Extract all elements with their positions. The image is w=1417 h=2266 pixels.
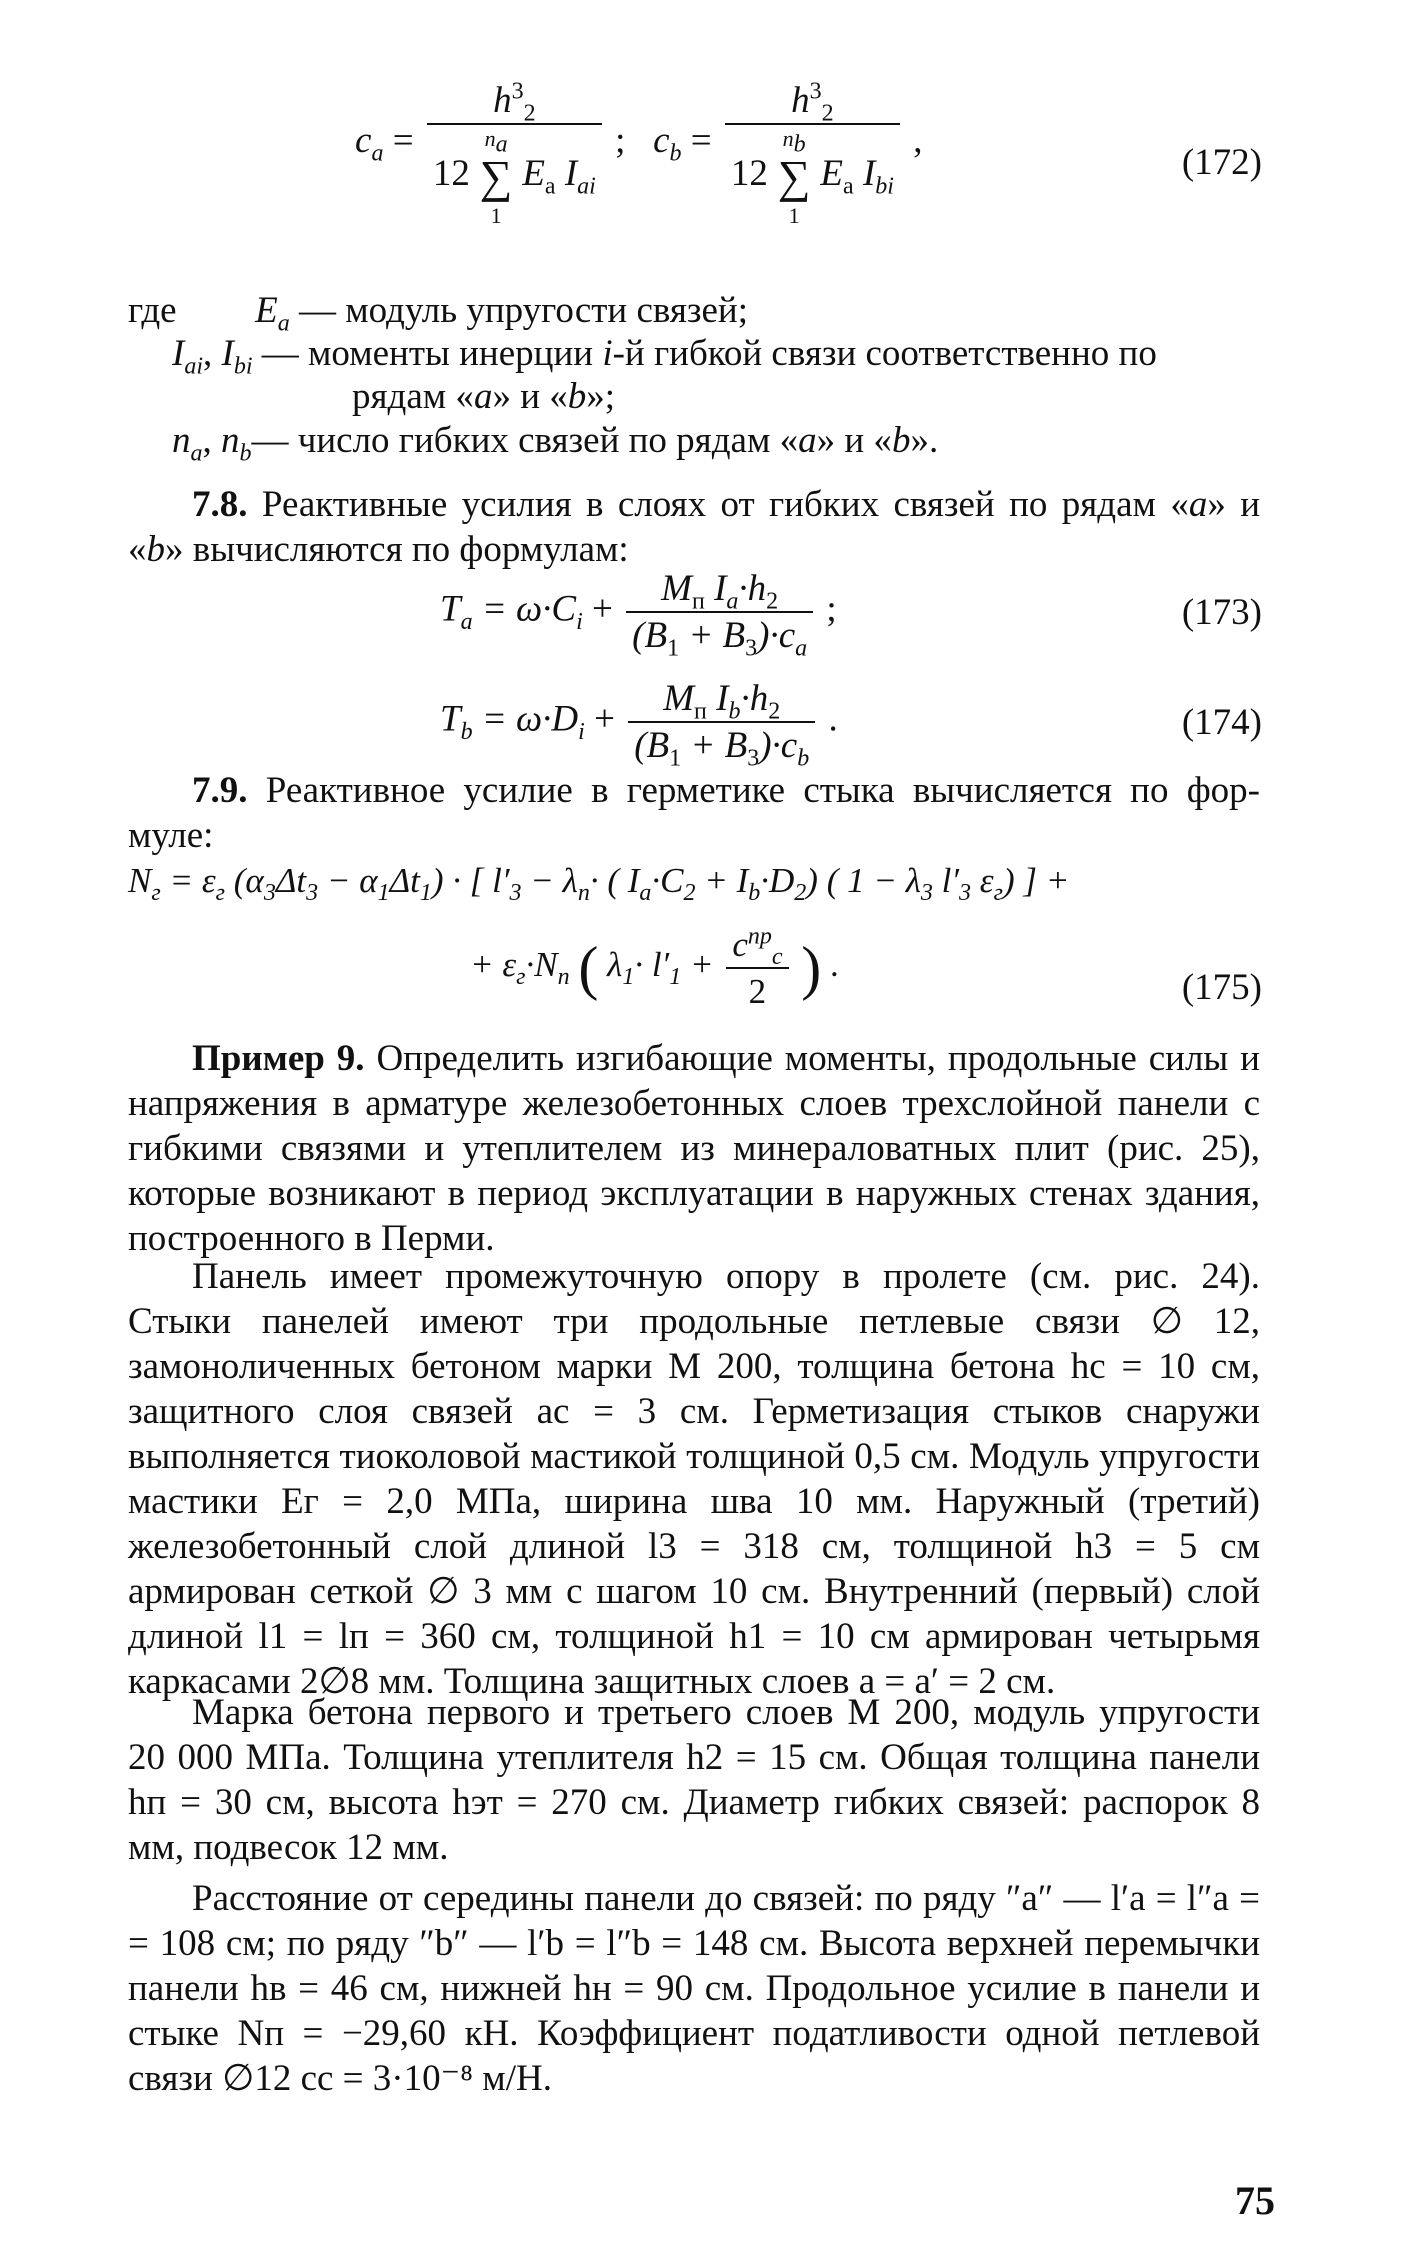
eq175-d-sub: 3 [306,880,319,906]
eq172-num-a-sub: 2 [523,100,536,127]
def-lead: где [128,290,177,331]
eq174-num-h-sub: 2 [768,698,781,725]
eq172-lhs-b-sub: b [669,140,682,167]
eq174-fraction [628,676,815,772]
eq173-den-sub2: 3 [745,635,758,662]
def2-symbol: I [172,333,185,374]
eq174-plus: + [584,698,615,740]
eq172-num-b-sub: 2 [821,100,834,127]
eq175-l2-b-sub: п [557,964,570,991]
p79-text2: муле: [128,815,214,856]
p78-b: b [146,529,165,570]
eq174-den-sub2: 3 [747,745,760,772]
def1-symbol-sub: a [277,310,290,337]
equation-number-175: (175) [1181,967,1262,1008]
eq175-f: Δt [389,861,420,900]
def4-a: a [798,420,817,461]
eq172-frac-b [725,78,900,229]
definition-row-4: $n_a$, $n_b—$ число гибких связей по рядам «a» и «b». [172,420,939,467]
eq175-frac-c: c [732,925,748,964]
def2-symbol2-sub: bi [233,353,253,380]
def1-text: — модуль упругости связей; [289,290,749,331]
eq174-num-I: I [706,678,729,719]
eq175-l2-c: λ [607,945,623,985]
equation-number-174: (174) [1181,702,1262,743]
def4-mid: » и « [816,420,892,461]
eq175-c: (α [225,861,264,900]
eq173-rhs-sub: i [576,608,583,635]
eq172-sum-top-b: n [782,126,794,152]
eq175-frac-den: 2 [726,967,788,1014]
eq175-k-sub: b [748,880,761,906]
eq172-den-coef-b: 12 [730,153,768,194]
eq175-p: ) ] + [1002,861,1070,900]
definition-row-1 [128,288,749,337]
eq174-num-I-sub: b [728,698,741,725]
eq172-den-I-a-sub: ai [577,173,596,200]
eq174-den-sub1: 1 [669,745,682,772]
eq175-b: = ε [160,861,216,900]
eq172-sum-top-b-sub: b [793,131,806,158]
eq175-m-sub: 3 [920,880,933,906]
eq175-l2-d-sub: 1 [669,964,682,991]
eq172-sum-top-a-sub: a [495,131,508,158]
eq175-h-sub: п [577,880,590,906]
p78-number: 7.8. [192,484,248,525]
def2-text: — моменты инерции [252,333,603,374]
eq172-sum-top-a: n [484,126,496,152]
eq175-h: − λ [521,861,578,900]
def3-b: b [567,376,587,417]
eq172-den-E-a-sub: a [544,173,556,200]
equation-173 [440,566,837,662]
eq174-den-mid: + B [681,725,748,766]
eq173-plus: + [582,588,613,630]
eq175-k: + I [695,861,749,900]
eq175-o: ε [971,861,994,900]
eq172-den-I-b: I [862,153,876,194]
eq175-b-sub: г [215,880,226,906]
definition-row-2: $I_{ai}$, $I_{bi}$ — моменты инерции i-й гибкой связи соответственно по [172,333,1157,380]
def4-end: ». [910,420,939,461]
equation-number-172: (172) [1181,142,1262,183]
eq175-l2-a-sub: г [516,964,526,991]
eq174-num-h: ·h [740,678,769,719]
eq172-num-b: h [791,80,810,121]
def4-symbol2: n [221,420,240,461]
def3-end: »; [586,376,616,417]
def2-symbol-sub: ai [184,353,203,380]
def4-symbol2-sub: b [239,440,252,467]
eq174-lhs: T [440,698,461,740]
eq174-den-sub3: b [797,745,810,772]
eq175-l2-a: + ε [470,945,517,985]
eq172-equals-b: = [690,120,712,161]
eq172-sum-a: ∑ $n_a$ 1 [479,126,513,229]
eq172-sum-bot-a: 1 [490,203,502,229]
eq175-frac-c-sub: c [771,944,783,970]
def2-text2: -й гибкой связи соответственно по [612,333,1157,374]
eq174-rhs: = ω·D [481,698,579,740]
eq172-den-coef-a: 12 [432,153,470,194]
eq172-tail: , [913,120,923,161]
eq173-den-sub3: a [795,635,808,662]
eq173-num-M: M [661,568,692,609]
def1-symbol: E [255,290,278,331]
eq173-num-I-sub: a [726,588,739,615]
paragraph-7-9 [128,768,1260,858]
eq173-den-sub1: 1 [667,635,680,662]
def4-text: — число гибких связей по рядам « [251,420,799,461]
eq175-N: N [128,861,152,900]
p79-text: Реактивное усилие в герметике стыка вычисляется по фор- [247,770,1260,811]
eq175-m: ) ( 1 − λ [806,861,921,900]
eq175-g: ) · [ l′ [431,861,510,900]
eq172-lhs-a: c [355,120,372,161]
eq173-num-M-sub: п [691,588,705,615]
eq172-den-E-b-sub: a [843,173,854,200]
eq175-c-sub: 3 [263,880,276,906]
eq175-j: ·C [651,861,684,900]
def2-italic-i: i [602,333,613,374]
def2-symbol2: I [221,333,234,374]
equation-175-line2: + $\varepsilon_г\cdot N_п$ ( $\lambda_1\cdot l'_1$ + $\frac{c^{пр}_c}{2}$ ) . [470,922,839,1014]
eq172-lhs-a-sub: a [371,140,384,167]
eq175-N-sub: г [151,880,161,906]
example9-title: Пример 9. [192,1038,365,1079]
definition-row-3 [352,374,615,419]
eq172-frac-a [427,78,602,229]
eq172-den-I-b-sub: bi [875,173,894,200]
eq173-num-I: I [704,568,727,609]
paragraph-distances: Расстояние от середины панели до связей: по ряду ″a″ — l′a = l″a = = 108 см; по ряду ″b″ — l′b = l″b = 148 см. Высота верхней перемычки панели hв = 46 см, нижней hн = 90 см. Продольное усилие в панели и стыке Nп = −29,60 кН. Коэффициент податливости одной петлевой связи ∅12 cс = 3·10⁻⁸ м/Н. [128,1878,1260,2099]
eq175-g-sub: 3 [509,880,522,906]
eq175-tail: . [830,945,839,985]
def3-mid: » и « [492,376,568,417]
eq175-fraction [726,922,788,1014]
eq175-l2-c-sub: 1 [622,964,635,991]
eq175-e: − α [318,861,378,900]
p78-end: » вычисляются по формулам: [165,529,629,570]
p78-mid: » и « [128,484,1261,570]
eq175-j-sub: 2 [683,880,696,906]
eq173-den-end: )·c [757,615,796,656]
paragraph-panel-description: Панель имеет промежуточную опору в пролете (см. рис. 24). Стыки панелей имеют три продольные петлевые связи ∅ 12, замоноличенных бетоном марки М 200, толщина бетона hс = 10 см, защитного слоя связей aс = 3 см. Герметизация стыков снаружи выполняется тиоколовой мастикой толщиной 0,5 см. Модуль упругости мастики Eг = 2,0 МПа, ширина шва 10 мм. Наружный (третий) железобетонный слой длиной l3 = 318 см, толщиной h3 = 5 см армирован сеткой ∅ 3 мм с шагом 10 см. Внутренний (первый) слой длиной l1 = lп = 360 см, толщиной h1 = 10 см армирован четырьмя каркасами 2∅8 мм. Толщина защитных слоев a = a′ = 2 см. [128,1256,1260,1702]
page-number: 75 [1235,2178,1275,2223]
p78-line1: Реактивные усилия в слоях от гибких связей по рядам [247,484,1156,525]
def4-b: b [891,420,911,461]
equation-174 [440,676,838,772]
paragraph-concrete-grade: Марка бетона первого и третьего слоев М 200, модуль упругости 20 000 МПа. Толщина утеплителя h2 = 15 см. Общая толщина панели hп = 30 см, высота hэт = 270 см. Диаметр гибких связей: распорок 8 мм, подвесок 12 мм. [128,1692,1260,1868]
eq172-equals-a: = [392,120,414,161]
paragraph-7-8: 7.8. Реактивные усилия в слоях от гибких связей по рядам «a» и «b» вычисляются по формулам: [128,484,1261,570]
eq174-rhs-sub: i [578,718,585,745]
eq172-separator: ; [615,120,626,161]
eq173-num-h: ·h [738,568,767,609]
eq173-lhs-sub: a [460,608,473,635]
eq173-fraction [626,566,813,662]
eq172-sum-bot-b: 1 [788,203,800,229]
def4-symbol-sub: a [190,440,203,467]
eq175-n-sub: 3 [959,880,972,906]
eq175-d: Δt [275,861,307,900]
eq175-n: l′ [932,861,960,900]
equation-175-line1 [128,858,1070,906]
eq173-den-mid: + B [679,615,746,656]
eq172-den-E-b: E [820,153,844,194]
eq172-num-a: h [493,80,512,121]
eq174-den-end: )·c [759,725,798,766]
eq175-o-sub: г [993,880,1003,906]
eq173-num-h-sub: 2 [766,588,779,615]
eq174-tail: . [828,698,838,740]
eq174-den-B: (B [634,725,670,766]
eq175-i-sub: a [639,880,652,906]
eq172-num-a-sup: 3 [511,78,524,105]
example9-text: Определить изгибающие моменты, продольные силы и напряжения в арматуре железобетонных слоев трехслойной панели с гибкими связями и утеплителем из минераловатных плит (рис. 25), которые возникают в период эксплуатации в наружных стенах здания, построенного в Перми. [128,1038,1260,1259]
eq175-l-sub: 2 [794,880,807,906]
eq175-f-sub: 1 [419,880,432,906]
eq174-num-M-sub: п [694,698,707,725]
eq175-e-sub: 1 [377,880,390,906]
eq175-frac-c-sup: пр [747,923,772,950]
eq175-i: · ( I [589,861,640,900]
eq174-lhs-sub: b [460,718,473,745]
def4-symbol: n [172,420,191,461]
eq172-den-E-a: E [522,153,545,194]
eq174-num-M: M [663,678,695,719]
eq172-sum-b: ∑ $n_b$ 1 [777,126,811,229]
eq173-tail: ; [826,588,837,630]
equation-172 [355,78,923,229]
eq172-den-I-a: I [564,153,578,194]
eq173-den-B: (B [632,615,668,656]
example-9 [128,1036,1260,1261]
def3-a: a [473,376,493,417]
p78-a: a [1188,484,1208,525]
equation-number-173: (173) [1181,592,1262,633]
eq173-rhs: = ω·C [481,588,577,630]
eq175-l2-b: ·N [525,945,558,985]
eq175-l: ·D [760,861,795,900]
eq172-num-b-sup: 3 [809,78,822,105]
eq175-l2-d: · l′ [634,945,670,985]
eq175-l2-e: + [681,945,714,985]
eq173-lhs: T [440,588,461,630]
eq172-lhs-b: c [653,120,670,161]
def3-text: рядам « [352,376,474,417]
p79-number: 7.9. [192,770,248,811]
